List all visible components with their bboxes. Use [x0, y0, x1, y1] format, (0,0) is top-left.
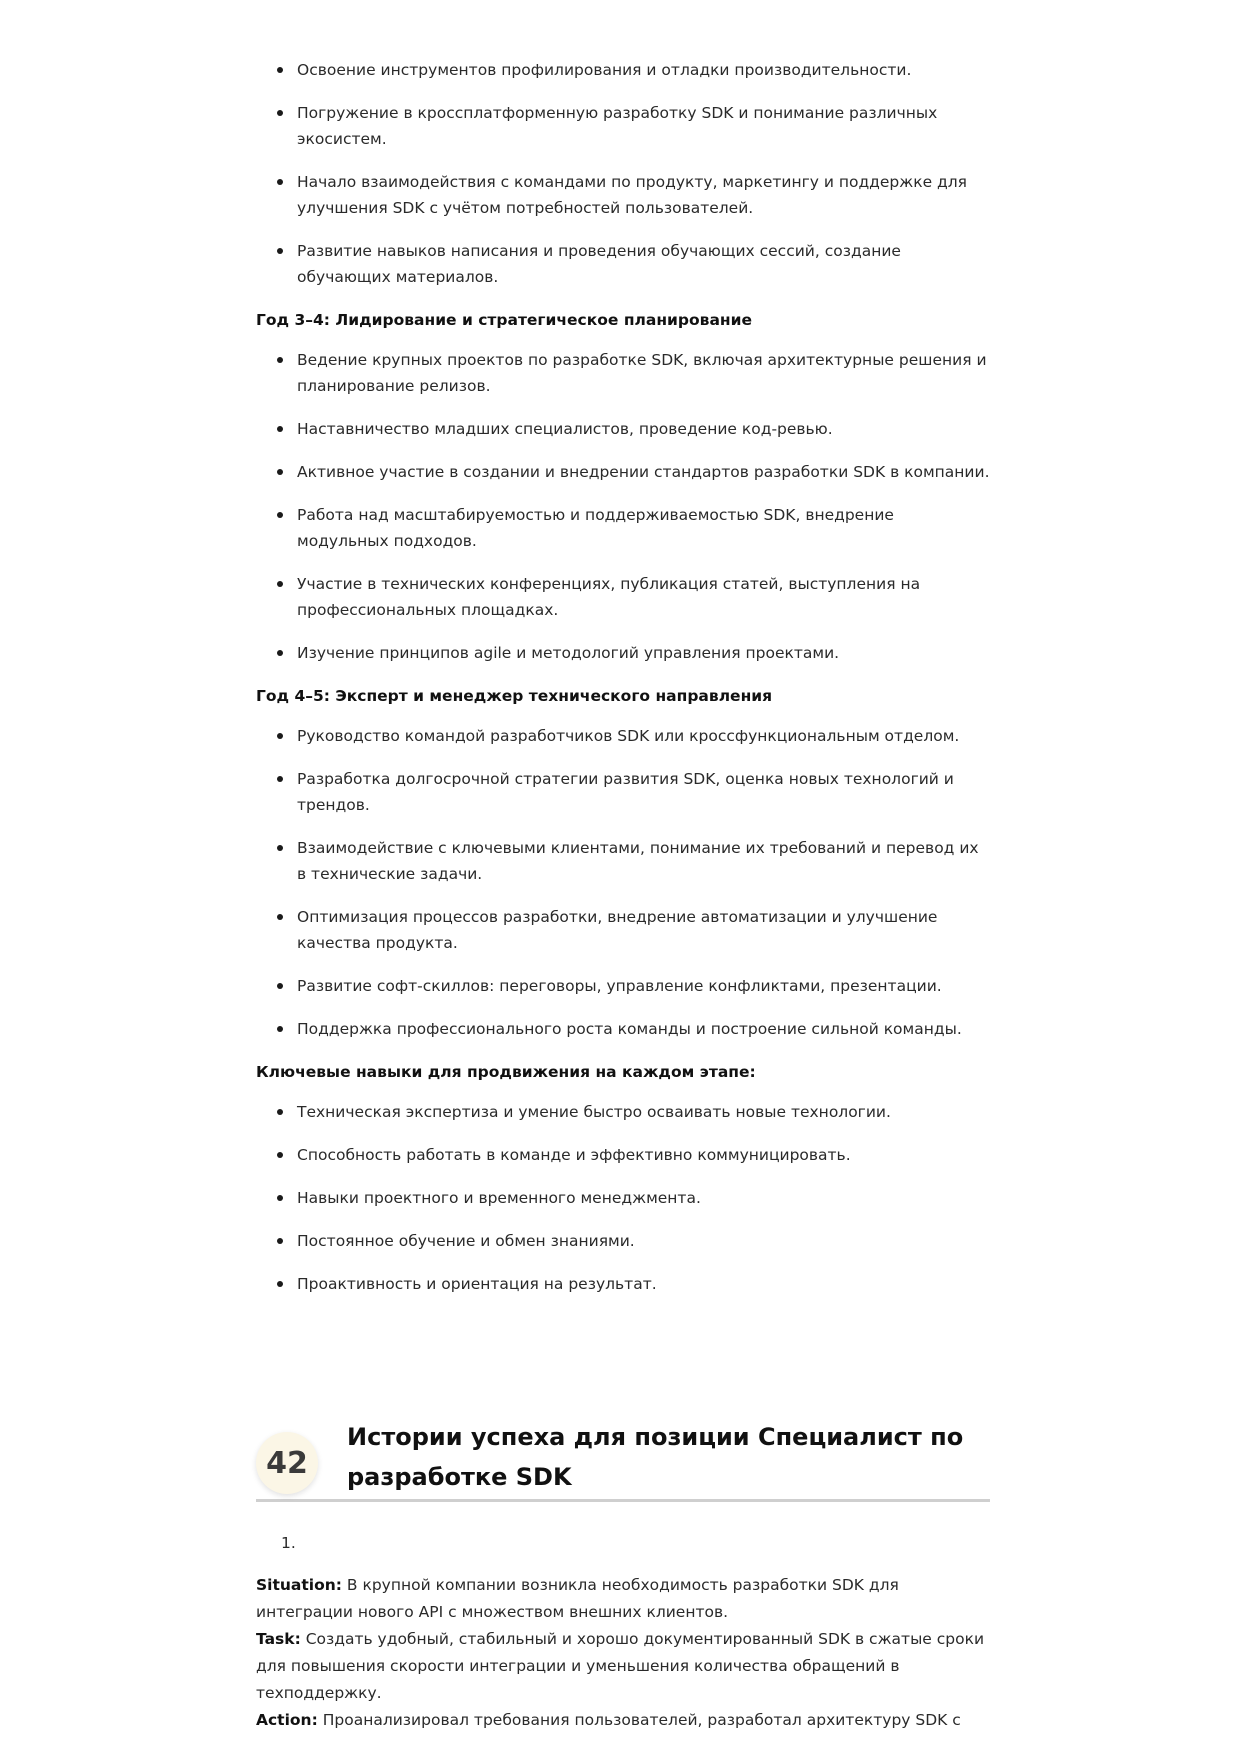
list-item: Разработка долгосрочной стратегии развития SDK, оценка новых технологий и трендов. — [297, 766, 990, 818]
action-label: Action: — [256, 1711, 318, 1729]
list-item: Постоянное обучение и обмен знаниями. — [297, 1228, 990, 1254]
list-item: Работа над масштабируемостью и поддерживаемостью SDK, внедрение модульных подходов. — [297, 502, 990, 554]
list-item: Активное участие в создании и внедрении стандартов разработки SDK в компании. — [297, 459, 990, 485]
list-item: Изучение принципов agile и методологий управления проектами. — [297, 640, 990, 666]
action-text: Проанализировал требования пользователей, разработал архитектуру SDK с — [317, 1711, 961, 1729]
situation-paragraph — [256, 1572, 990, 1626]
list-item: Проактивность и ориентация на результат. — [297, 1271, 990, 1297]
situation-text: В крупной компании возникла необходимость разработки SDK для интеграции нового API с множеством внешних клиентов. — [256, 1576, 899, 1621]
document-page — [256, 0, 990, 1734]
list-item: Поддержка профессионального роста команды и построение сильной команды. — [297, 1016, 990, 1042]
skills-list — [256, 1099, 990, 1297]
year-4-5-heading: Год 4–5: Эксперт и менеджер технического направления — [256, 687, 773, 705]
year-3-4-heading: Год 3–4: Лидирование и стратегическое планирование — [256, 311, 752, 329]
list-item: Оптимизация процессов разработки, внедрение автоматизации и улучшение качества продукта. — [297, 904, 990, 956]
story-index: 1. — [281, 1534, 296, 1552]
skills-heading: Ключевые навыки для продвижения на каждом этапе: — [256, 1063, 756, 1081]
section-title: Истории успеха для позиции Специалист по разработке SDK — [347, 1423, 964, 1491]
section-header — [256, 1411, 990, 1502]
list-item: Начало взаимодействия с командами по продукту, маркетингу и поддержке для улучшения SDK с учётом потребностей пользователей. — [297, 169, 990, 221]
list-item: Ведение крупных проектов по разработке SDK, включая архитектурные решения и планирование релизов. — [297, 347, 990, 399]
task-label: Task: — [256, 1630, 301, 1648]
intro-list — [256, 57, 990, 290]
list-item: Развитие софт-скиллов: переговоры, управление конфликтами, презентации. — [297, 973, 990, 999]
year-3-4-list — [256, 347, 990, 666]
task-text: Создать удобный, стабильный и хорошо документированный SDK в сжатые сроки для повышения скорости интеграции и уменьшения количества обращений в техподдержку. — [256, 1630, 985, 1702]
star-story — [256, 1572, 990, 1734]
list-item: Погружение в кроссплатформенную разработку SDK и понимание различных экосистем. — [297, 100, 990, 152]
year-4-5-list — [256, 723, 990, 1042]
task-paragraph — [256, 1626, 990, 1707]
list-item: Способность работать в команде и эффективно коммуницировать. — [297, 1142, 990, 1168]
list-item: Техническая экспертиза и умение быстро осваивать новые технологии. — [297, 1099, 990, 1125]
list-item: Освоение инструментов профилирования и отладки производительности. — [297, 57, 990, 83]
action-paragraph — [256, 1707, 990, 1734]
list-item: Наставничество младших специалистов, проведение код-ревью. — [297, 416, 990, 442]
section-number-badge: 42 — [256, 1432, 318, 1494]
list-item: Участие в технических конференциях, публикация статей, выступления на профессиональных площадках. — [297, 571, 990, 623]
list-item: Взаимодействие с ключевыми клиентами, понимание их требований и перевод их в технические задачи. — [297, 835, 990, 887]
list-item: Развитие навыков написания и проведения обучающих сессий, создание обучающих материалов. — [297, 238, 990, 290]
list-item: Навыки проектного и временного менеджмента. — [297, 1185, 990, 1211]
list-item: Руководство командой разработчиков SDK или кроссфункциональным отделом. — [297, 723, 990, 749]
situation-label: Situation: — [256, 1576, 342, 1594]
